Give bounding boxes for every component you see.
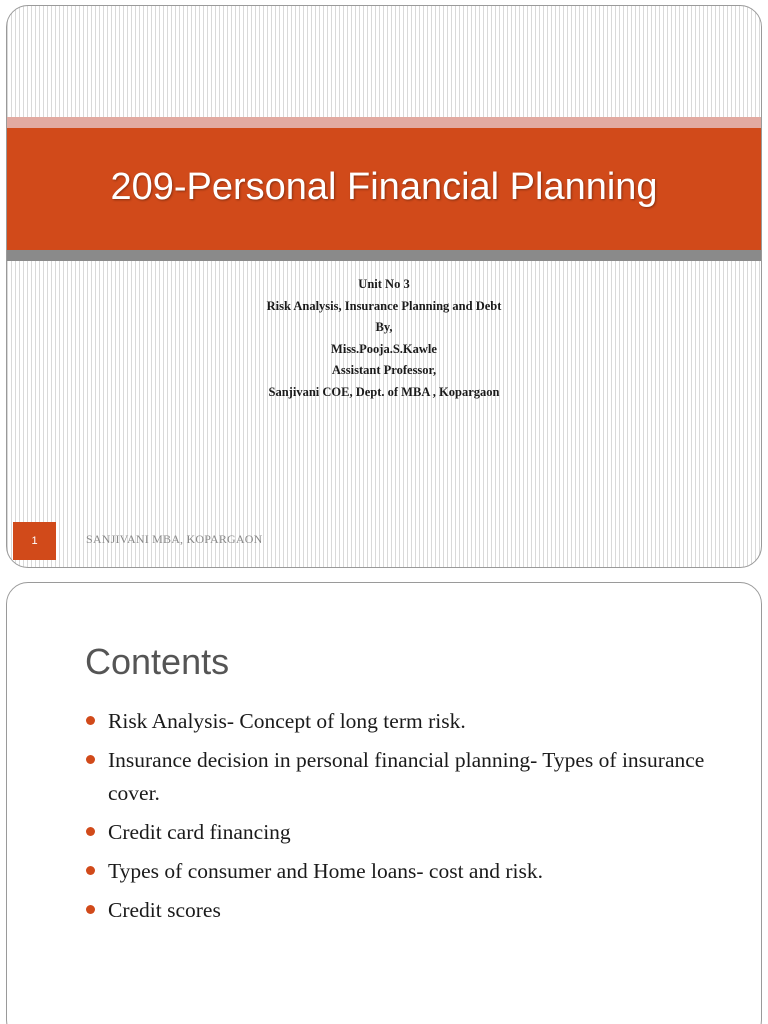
contents-heading: Contents xyxy=(85,641,230,682)
contents-slide xyxy=(6,582,762,1024)
list-item-text: Credit card financing xyxy=(108,820,291,844)
bullet-dot-icon xyxy=(86,716,95,725)
decorative-top-band xyxy=(7,117,761,128)
title-slide xyxy=(6,5,762,568)
unit-topic-line: Risk Analysis, Insurance Planning and Debt xyxy=(266,298,502,313)
bullet-dot-icon xyxy=(86,827,95,836)
bullet-dot-icon xyxy=(86,755,95,764)
slide-footer: SANJIVANI MBA, KOPARGAON xyxy=(86,532,263,546)
list-item-text: Types of consumer and Home loans- cost and risk. xyxy=(108,859,543,883)
contents-list xyxy=(85,705,715,933)
list-item xyxy=(85,855,715,888)
decorative-bottom-band xyxy=(7,250,761,261)
page-number-badge: 1 xyxy=(13,522,56,560)
author-affiliation: Sanjivani COE, Dept. of MBA , Kopargaon xyxy=(268,384,500,399)
author-name: Miss.Pooja.S.Kawle xyxy=(331,341,437,356)
by-line: By, xyxy=(375,320,393,334)
title-band xyxy=(7,128,761,250)
subtitle-block xyxy=(7,274,761,403)
list-item xyxy=(85,705,715,738)
slide-title: 209-Personal Financial Planning xyxy=(110,165,658,208)
list-item-text: Insurance decision in personal financial planning- Types of insurance cover. xyxy=(108,748,705,805)
list-item-text: Credit scores xyxy=(108,898,221,922)
unit-line: Unit No 3 xyxy=(358,277,410,291)
list-item-text: Risk Analysis- Concept of long term risk. xyxy=(108,709,466,733)
list-item xyxy=(85,744,715,810)
bullet-dot-icon xyxy=(86,905,95,914)
list-item xyxy=(85,816,715,849)
bullet-dot-icon xyxy=(86,866,95,875)
list-item xyxy=(85,894,715,927)
author-designation: Assistant Professor, xyxy=(331,363,437,377)
